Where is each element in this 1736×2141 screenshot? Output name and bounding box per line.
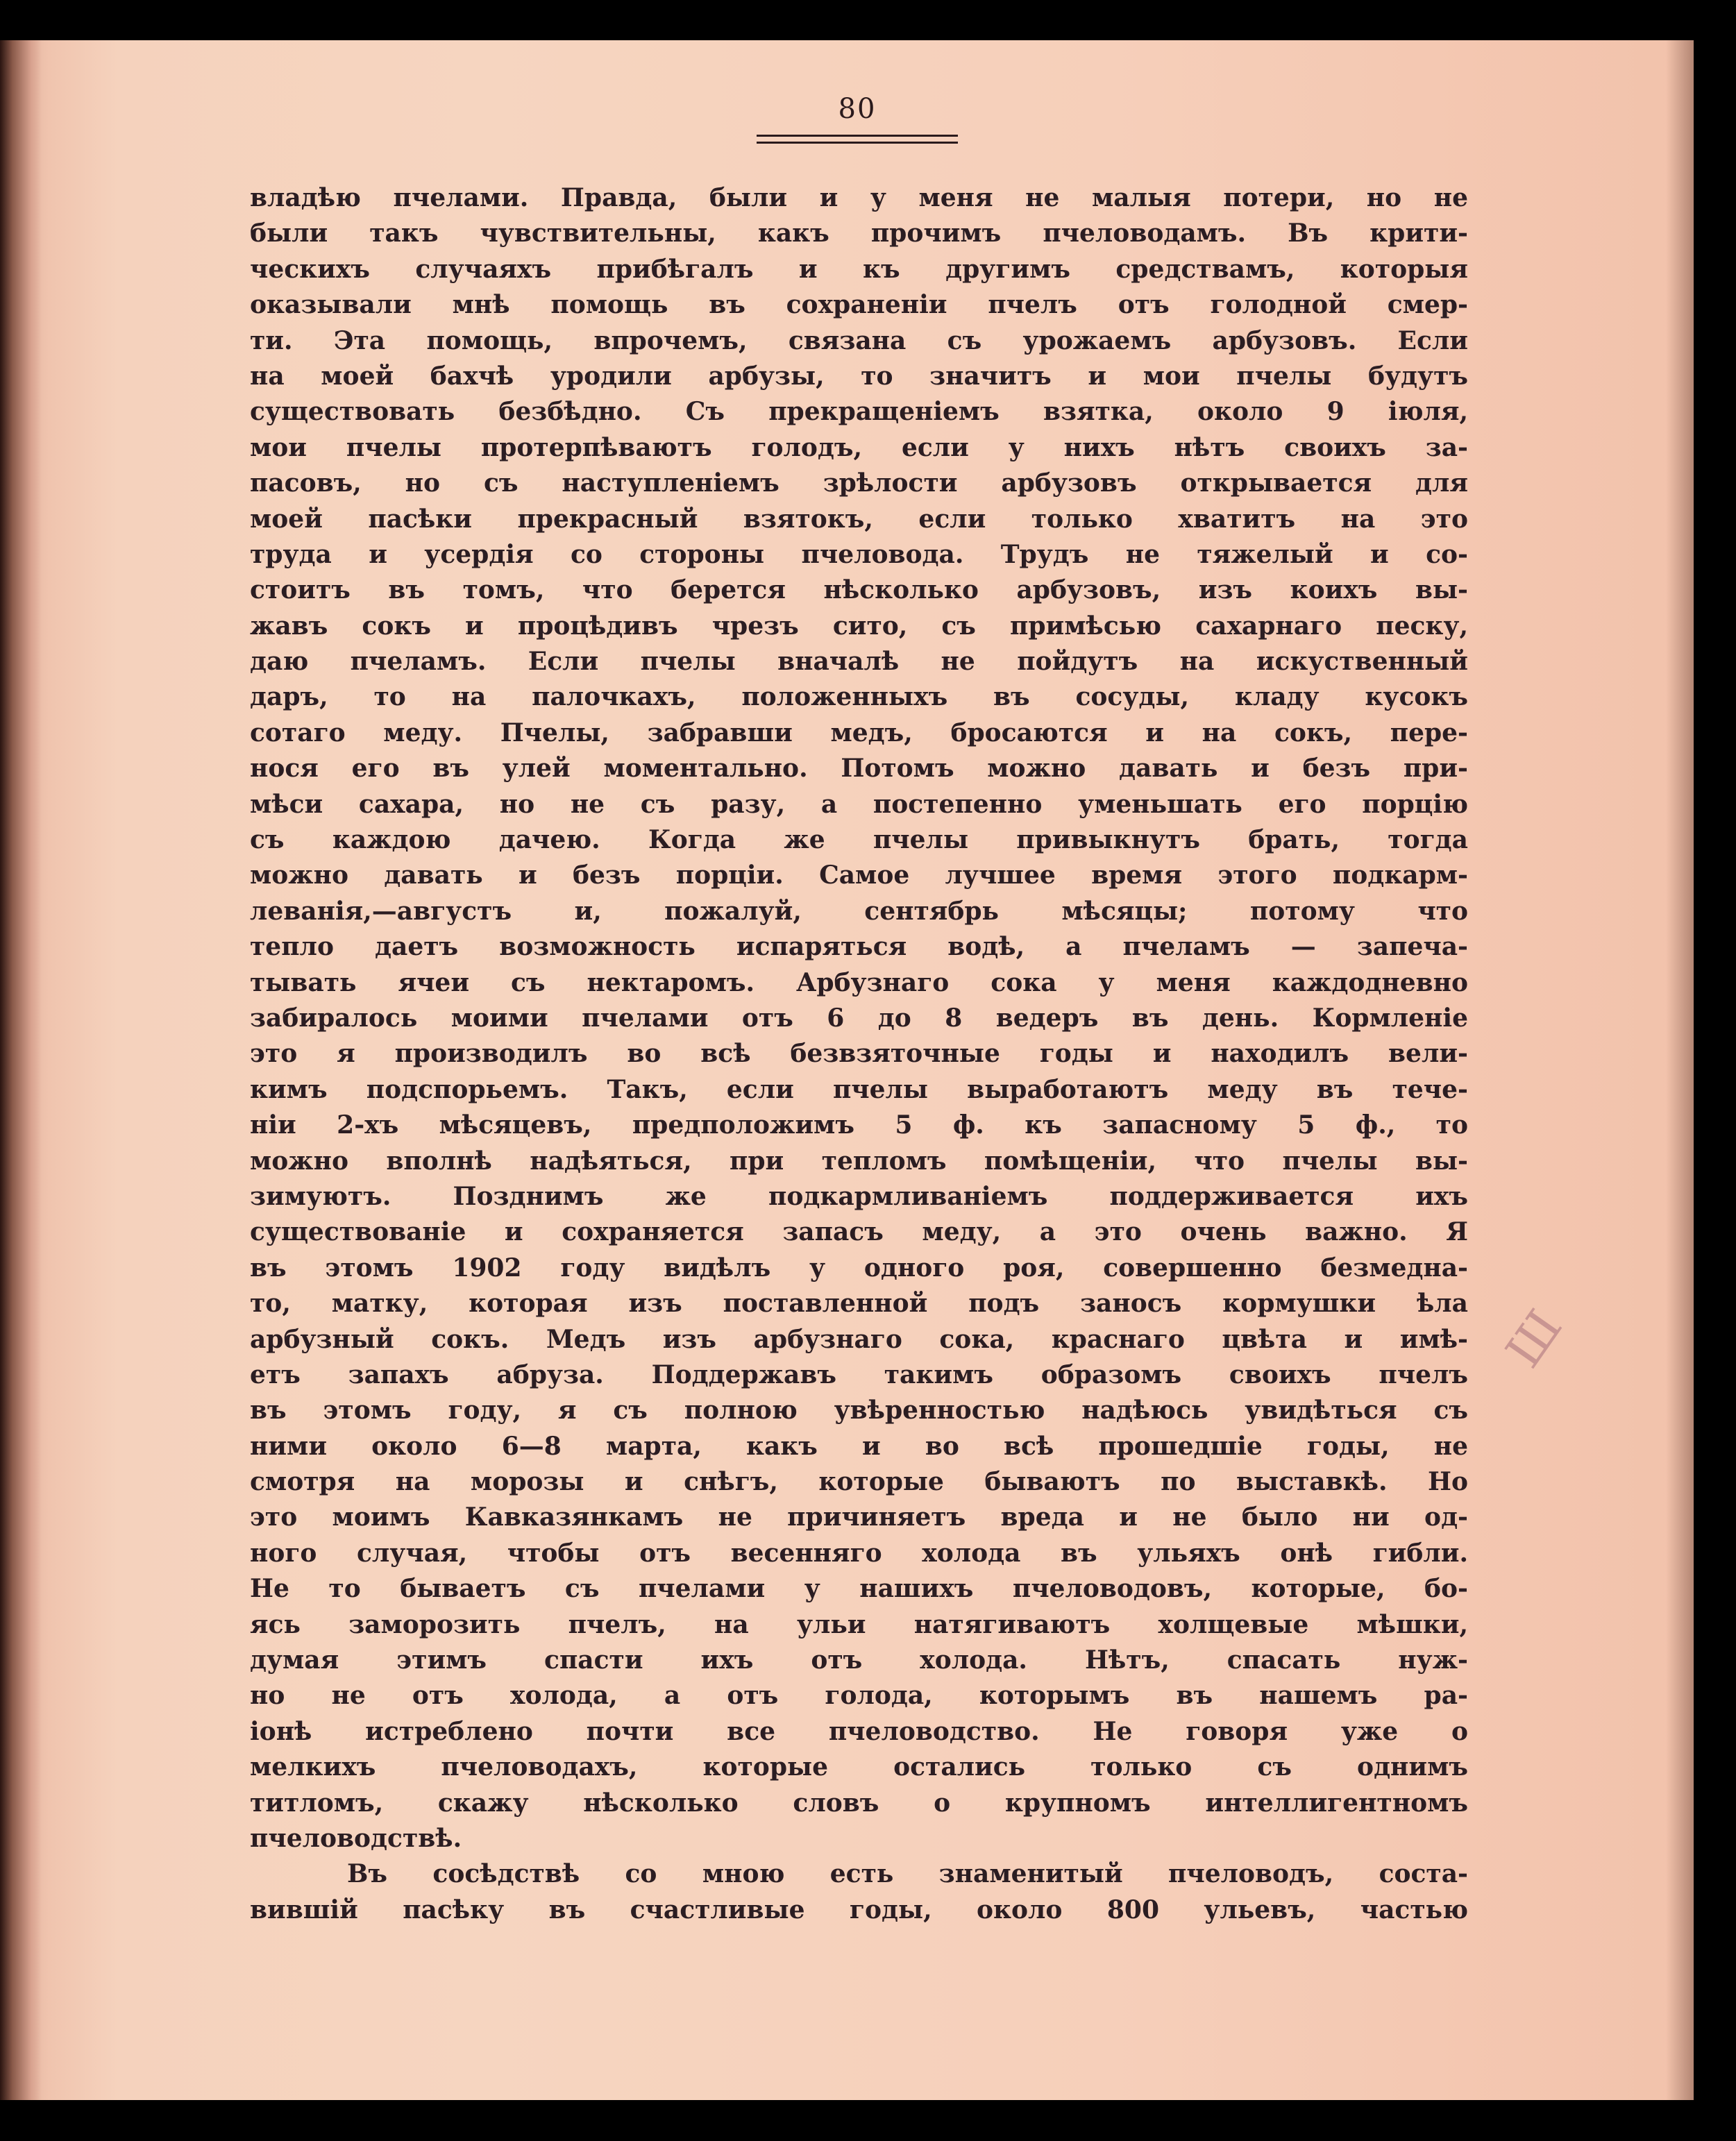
text-line: на моей бахчѣ уродили арбузы, то значитъ и мои пчелы будутъ	[250, 361, 1468, 391]
text-line: смотря на морозы и снѣгъ, которые бываютъ по выставкѣ. Но	[250, 1467, 1468, 1497]
text-line: титломъ, скажу нѣсколько словъ о крупномъ интеллигентномъ	[250, 1788, 1468, 1818]
text-line: стоитъ въ томъ, что берется нѣсколько арбузовъ, изъ коихъ вы-	[250, 575, 1468, 605]
text-line: моей пасѣки прекрасный взятокъ, если только хватитъ на это	[250, 504, 1468, 534]
text-line: существованіе и сохраняется запасъ меду, а это очень важно. Я	[250, 1217, 1468, 1247]
text-line: Не то бываетъ съ пчелами у нашихъ пчеловодовъ, которые, бо-	[250, 1574, 1468, 1604]
text-line: етъ запахъ абруза. Поддержавъ такимъ образомъ своихъ пчелъ	[250, 1360, 1468, 1389]
text-line: вившій пасѣку въ счастливые годы, около 800 ульевъ, частью	[250, 1895, 1468, 1924]
text-line-paragraph-start: Въ сосѣдствѣ со мною есть знаменитый пчеловодъ, соста-	[347, 1859, 1468, 1889]
text-line: это моимъ Кавказянкамъ не причиняетъ вреда и не было ни од-	[250, 1503, 1468, 1532]
text-line: ясь заморозить пчелъ, на ульи натягиваютъ холщевые мѣшки,	[250, 1609, 1468, 1639]
text-line: въ этомъ году, я съ полною увѣренностью надѣюсь увидѣться съ	[250, 1396, 1468, 1425]
text-line: мои пчелы протерпѣваютъ голодъ, если у нихъ нѣтъ своихъ за-	[250, 432, 1468, 462]
text-line: тывать ячеи съ нектаромъ. Арбузнаго сока у меня каждодневно	[250, 967, 1468, 997]
text-line: но не отъ холода, а отъ голода, которымъ въ нашемъ ра-	[250, 1681, 1468, 1711]
text-line: нося его въ улей моментально. Потомъ можно давать и безъ при-	[250, 754, 1468, 784]
text-line: это я производилъ во всѣ безвзяточные годы и находилъ вели-	[250, 1039, 1468, 1069]
body-text	[250, 180, 1468, 1928]
text-line: ними около 6—8 марта, какъ и во всѣ прошедшіе годы, не	[250, 1431, 1468, 1461]
text-line: существовать безбѣдно. Съ прекращеніемъ взятка, около 9 іюля,	[250, 397, 1468, 427]
text-line: труда и усердія со стороны пчеловода. Трудъ не тяжелый и со-	[250, 539, 1468, 569]
text-line: іонѣ истреблено почти все пчеловодство. Не говоря уже о	[250, 1716, 1468, 1746]
page-number: 80	[838, 93, 877, 125]
text-line: сотаго меду. Пчелы, забравши медъ, бросаются и на сокъ, пере-	[250, 718, 1468, 747]
text-line: тепло даетъ возможность испаряться водѣ, а пчеламъ — запеча-	[250, 932, 1468, 962]
text-line: жавъ сокъ и процѣдивъ чрезъ сито, съ примѣсью сахарнаго песку,	[250, 611, 1468, 641]
text-line: владѣю пчелами. Правда, были и у меня не малыя потери, но не	[250, 183, 1468, 212]
book-gutter	[0, 40, 42, 2100]
page-number-rule-top	[757, 135, 958, 137]
paper-page	[0, 40, 1694, 2100]
text-line: леванія,—августъ и, пожалуй, сентябрь мѣсяцы; потому что	[250, 896, 1468, 926]
text-line: то, матку, которая изъ поставленной подъ заносъ кормушки ѣла	[250, 1289, 1468, 1319]
text-line: оказывали мнѣ помощь въ сохраненіи пчелъ отъ голодной смер-	[250, 290, 1468, 320]
page-number-rule-bottom	[757, 142, 958, 144]
text-line: даю пчеламъ. Если пчелы вначалѣ не пойдутъ на искуственный	[250, 647, 1468, 677]
text-line: можно давать и безъ порціи. Самое лучшее время этого подкарм-	[250, 861, 1468, 890]
text-line: ти. Эта помощь, впрочемъ, связана съ урожаемъ арбузовъ. Если	[250, 325, 1468, 355]
text-line: забиралось моими пчелами отъ 6 до 8 ведеръ въ день. Кормленіе	[250, 1003, 1468, 1033]
text-line-paragraph-end: пчеловодствѣ.	[250, 1823, 462, 1853]
text-line: ного случая, чтобы отъ весенняго холода въ ульяхъ онѣ гибли.	[250, 1538, 1468, 1568]
text-line: въ этомъ 1902 году видѣлъ у одного роя, совершенно безмедна-	[250, 1253, 1468, 1283]
text-line: думая этимъ спасти ихъ отъ холода. Нѣтъ, спасать нуж-	[250, 1645, 1468, 1675]
text-line: мѣси сахара, но не съ разу, а постепенно уменьшать его порцію	[250, 789, 1468, 819]
text-line: можно вполнѣ надѣяться, при тепломъ помѣщеніи, что пчелы вы-	[250, 1146, 1468, 1176]
library-stamp: Ш	[1494, 1299, 1574, 1378]
text-line: даръ, то на палочкахъ, положенныхъ въ сосуды, кладу кусокъ	[250, 682, 1468, 712]
text-line: съ каждою дачею. Когда же пчелы привыкнутъ брать, тогда	[250, 825, 1468, 855]
text-line: пасовъ, но съ наступленіемъ зрѣлости арбузовъ открывается для	[250, 468, 1468, 498]
text-line: мелкихъ пчеловодахъ, которые остались только съ однимъ	[250, 1752, 1468, 1782]
text-line: ческихъ случаяхъ прибѣгалъ и къ другимъ средствамъ, которыя	[250, 254, 1468, 284]
text-line: кимъ подспорьемъ. Такъ, если пчелы выработаютъ меду въ тече-	[250, 1074, 1468, 1104]
text-line: были такъ чувствительны, какъ прочимъ пчеловодамъ. Въ крити-	[250, 219, 1468, 248]
text-line: ніи 2-хъ мѣсяцевъ, предположимъ 5 ф. къ запасному 5 ф., то	[250, 1110, 1468, 1140]
text-line: арбузный сокъ. Медъ изъ арбузнаго сока, краснаго цвѣта и имѣ-	[250, 1324, 1468, 1354]
text-line: зимуютъ. Позднимъ же подкармливаніемъ поддерживается ихъ	[250, 1181, 1468, 1211]
page-edge-shadow	[1666, 40, 1694, 2100]
